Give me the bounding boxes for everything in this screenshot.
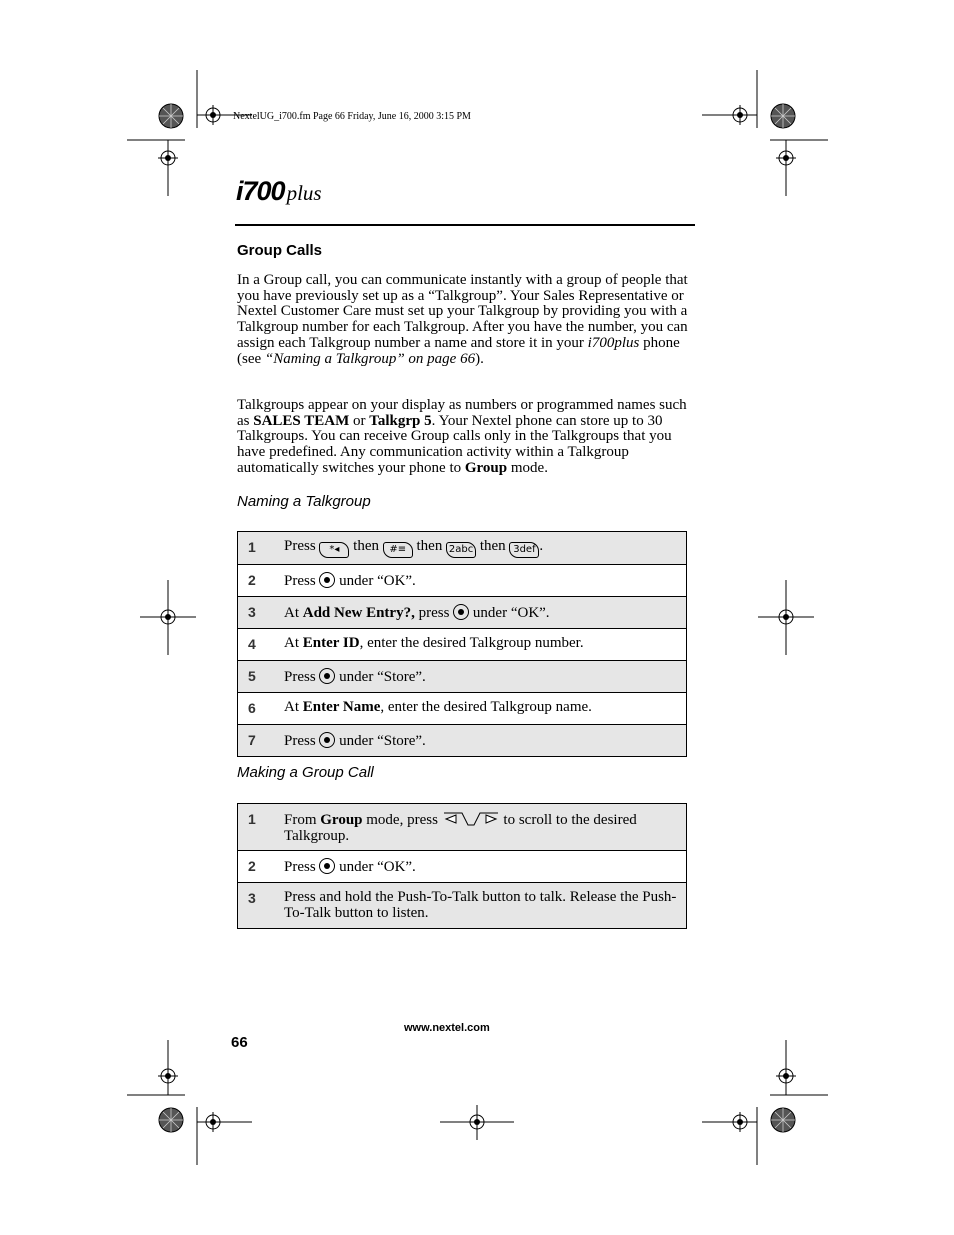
- table-row: 6 At Enter Name, enter the desired Talkgroup name.: [238, 693, 687, 725]
- star-key-icon: *◂: [319, 542, 349, 558]
- table-row: 3 Press and hold the Push-To-Talk button to talk. Release the Push-To-Talk button to listen.: [238, 883, 687, 929]
- naming-steps-table: [237, 531, 687, 757]
- table-row: 1 Press *◂ then #≡ then 2abc then 3def .: [238, 532, 687, 565]
- table-row: 2 Press under “OK”.: [238, 565, 687, 597]
- table-row: 7 Press under “Store”.: [238, 725, 687, 757]
- making-heading: Making a Group Call: [237, 764, 374, 781]
- table-row: 4 At Enter ID, enter the desired Talkgroup number.: [238, 629, 687, 661]
- select-key-icon: [319, 858, 335, 874]
- cross-reference-link[interactable]: “Naming a Talkgroup” on page 66: [264, 350, 476, 367]
- product-logo: [236, 176, 322, 210]
- two-key-icon: 2abc: [446, 542, 476, 558]
- pound-key-icon: #≡: [383, 542, 413, 558]
- file-header-info: NextelUG_i700.fm Page 66 Friday, June 16, 2000 3:15 PM: [233, 111, 471, 122]
- table-row: 5 Press under “Store”.: [238, 661, 687, 693]
- naming-heading: Naming a Talkgroup: [237, 493, 371, 510]
- intro-paragraph: In a Group call, you can communicate instantly with a group of people that you have previously set up as a “Talkgroup”. Your Sales Representative or Nextel Customer Care must set up your Talkgroup by providing you with a Talkgroup number for each Talkgroup. After you have the number, you can assign each Talkgroup number a name and store it in your i700plus phone (see “Naming a Talkgroup” on page 66).: [237, 272, 688, 367]
- select-key-icon: [319, 668, 335, 684]
- select-key-icon: [319, 732, 335, 748]
- page-number: 66: [231, 1034, 248, 1051]
- making-steps-table: [237, 803, 687, 929]
- section-title: Group Calls: [237, 242, 323, 259]
- footer-url: www.nextel.com: [404, 1022, 490, 1034]
- select-key-icon: [453, 604, 469, 620]
- table-row: 3 At Add New Entry?, press under “OK”.: [238, 597, 687, 629]
- select-key-icon: [319, 572, 335, 588]
- table-row: 2 Press under “OK”.: [238, 851, 687, 883]
- table-row: 1 From Group mode, press to scroll to the desired Talkgroup.: [238, 804, 687, 851]
- header-rule: [235, 224, 695, 226]
- navigation-key-icon: [442, 811, 500, 827]
- logo-suffix: plus: [286, 181, 322, 205]
- logo-model: i700: [236, 176, 285, 206]
- three-key-icon: 3def: [509, 542, 539, 558]
- talkgroups-paragraph: Talkgroups appear on your display as numbers or programmed names such as SALES TEAM or Talkgrp 5. Your Nextel phone can store up to 30 Talkgroups. You can receive Group calls only in the Talkgroups that you have predefined. Any communication activity within a Talkgroup automatically switches your phone to Group mode.: [237, 397, 687, 476]
